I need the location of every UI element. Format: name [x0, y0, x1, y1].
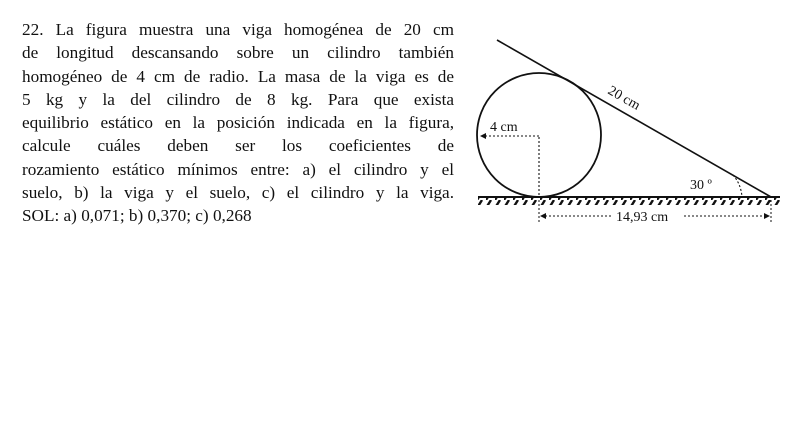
problem-line-2: de longitud descansando sobre un cilindro también: [22, 43, 454, 63]
distance-arrow-left-icon: [540, 213, 546, 219]
ground-hatching: [478, 197, 780, 205]
angle-label: 30 º: [690, 178, 712, 193]
problem-line-8: suelo, b) la viga y el suelo, c) el cilindro y la viga.: [22, 183, 454, 203]
problem-line-4: 5 kg y la del cilindro de 8 kg. Para que exista: [22, 89, 454, 109]
problem-line-7: rozamiento estático mínimos entre: a) el cilindro y el: [22, 159, 454, 179]
beam-length-label: 20 cm: [605, 83, 643, 114]
solution-line: SOL: a) 0,071; b) 0,370; c) 0,268: [22, 206, 252, 226]
radius-label: 4 cm: [490, 120, 518, 135]
problem-line-1: 22. La figura muestra una viga homogénea de 20 cm: [22, 20, 454, 39]
problem-line-5: equilibrio estático en la posición indicada en la figura,: [22, 113, 454, 133]
problem-line-3: homogéneo de 4 cm de radio. La masa de la viga es de: [22, 66, 454, 86]
beam-cylinder-figure: [470, 30, 790, 240]
problem-statement: [22, 18, 454, 228]
problem-line-6: calcule cuáles deben ser los coeficientes de: [22, 136, 454, 156]
radius-arrow-icon: [480, 133, 486, 139]
distance-arrow-right-icon: [764, 213, 770, 219]
distance-label: 14,93 cm: [616, 210, 669, 225]
beam: [497, 40, 771, 197]
